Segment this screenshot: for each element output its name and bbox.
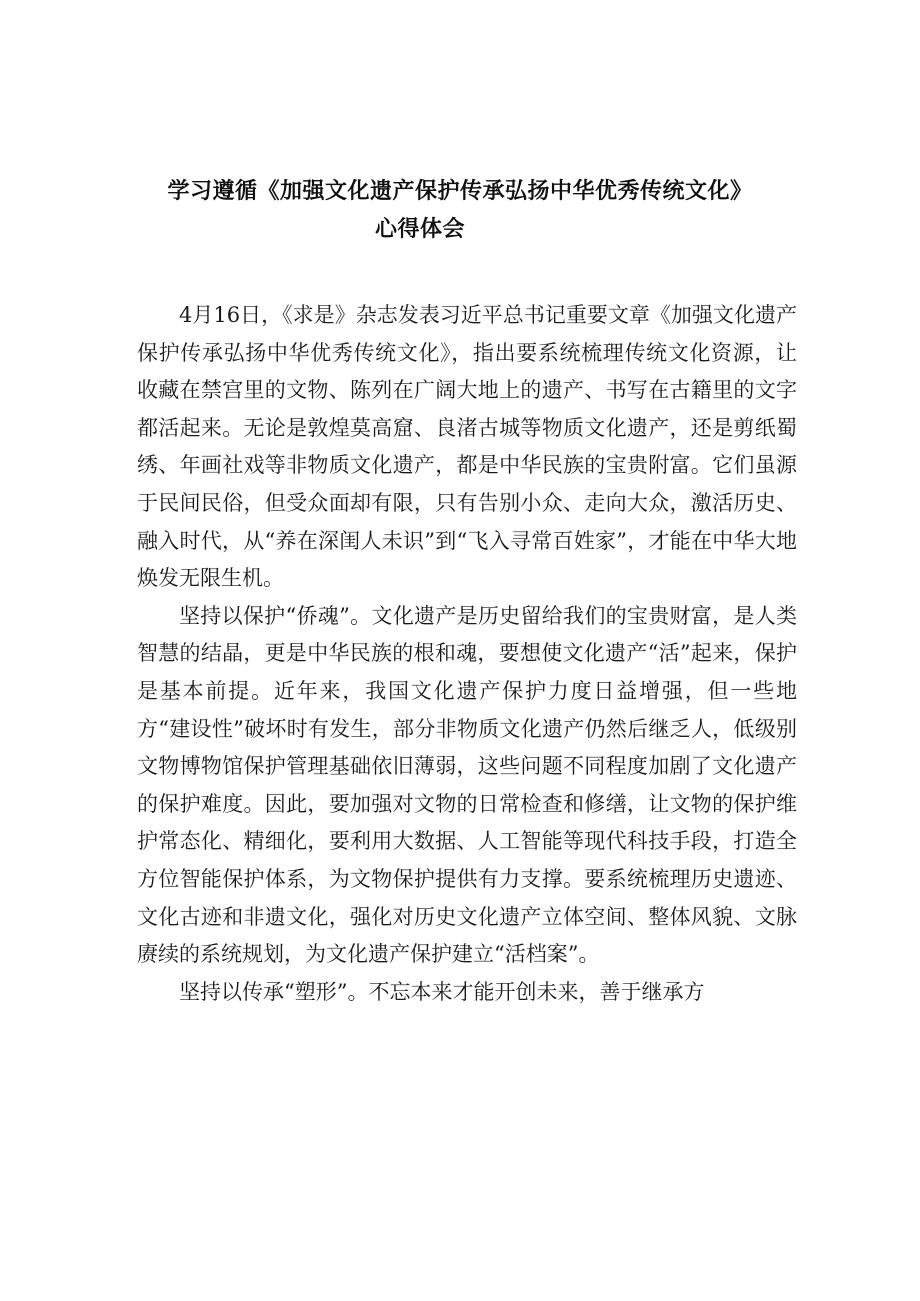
document-body bbox=[137, 297, 797, 1011]
paragraph-intro: 4月16日，《求是》杂志发表习近平总书记重要文章《加强文化遗产保护传承弘扬中华优秀传统文化》，指出要系统梳理传统文化资源，让收藏在禁宫里的文物、陈列在广阔大地上的遗产、书写在古籍里的文字都活起来。无论是敦煌莫高窟、良渚古城等物质文化遗产，还是剪纸蜀绣、年画社戏等非物质文化遗产，都是中华民族的宝贵附富。它们虽源于民间民俗，但受众面却有限，只有告别小众、走向大众，激活历史、融入时代，从“养在深闺人未识”到“飞入寻常百姓家”，才能在中华大地焕发无限生机。 bbox=[137, 303, 797, 591]
paragraph-protection: 坚持以保护“侨魂”。文化遗产是历史留给我们的宝贵财富，是人类智慧的结晶，更是中华民族的根和魂，要想使文化遗产“活”起来，保护是基本前提。近年来，我国文化遗产保护力度日益增强，但一些地方“建设性”破坏时有发生，部分非物质文化遗产仍然后继乏人，低级别文物博物馆保护管理基础依旧薄弱，这些问题不同程度加剧了文化遗产的保护难度。因此，要加强对文物的日常检查和修缮，让文物的保护维护常态化、精细化，要利用大数据、人工智能等现代科技手段，打造全方位智能保护体系，为文物保护提供有力支撑。要系统梳理历史遗迹、文化古迹和非遗文化，强化对历史文化遗产立体空间、整体风貌、文脉赓续的系统规划，为文化遗产保护建立“活档案”。 bbox=[137, 603, 797, 967]
document-title-line-1: 学习遵循《加强文化遗产保护传承弘扬中华优秀传统文化》 bbox=[167, 179, 753, 204]
paragraph-inheritance: 坚持以传承“塑形”。不忘本来才能开创未来，善于继承方 bbox=[179, 979, 705, 1004]
document-title-line-2: 心得体会 bbox=[374, 217, 465, 242]
